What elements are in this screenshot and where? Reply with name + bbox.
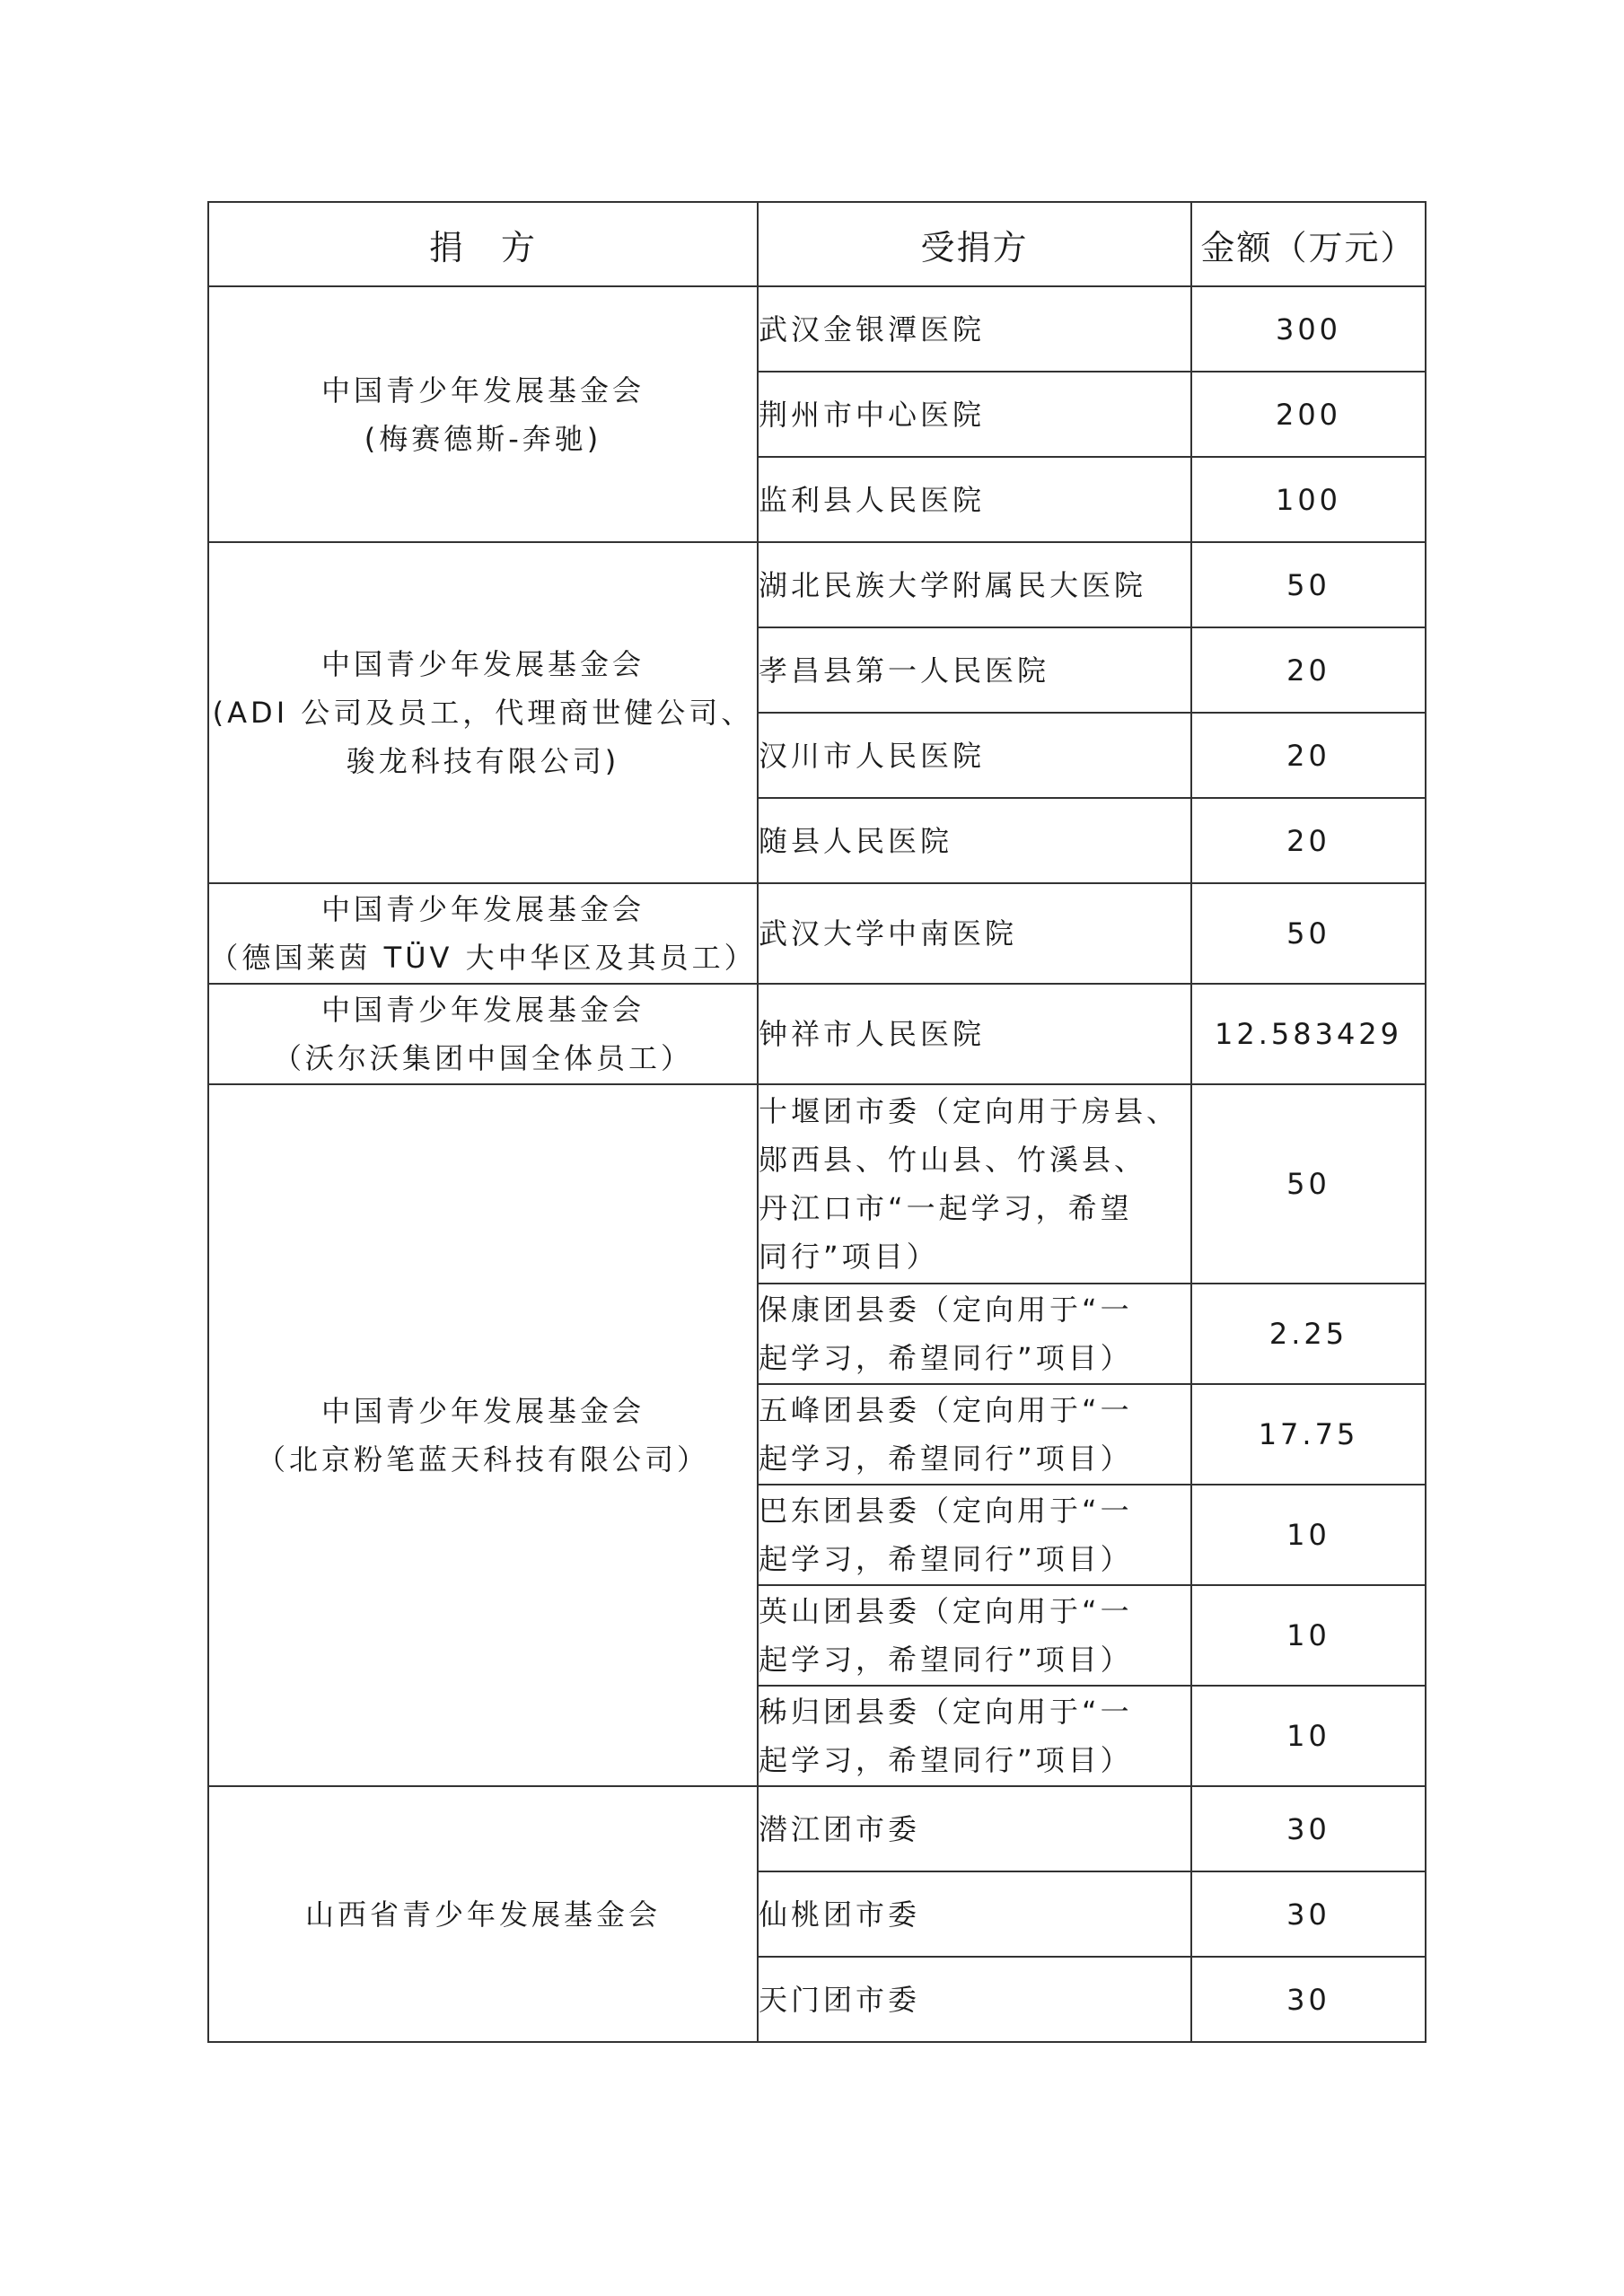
amount-cell: 10 <box>1191 1585 1426 1686</box>
recipient-line: 英山团县委（定向用于“一 <box>759 1594 1133 1628</box>
donor-line: 骏龙科技有限公司) <box>346 744 620 778</box>
recipient-cell <box>758 457 1191 542</box>
donor-line: （德国莱茵 TÜV 大中华区及其员工） <box>209 941 757 975</box>
recipient-line: 监利县人民医院 <box>759 482 986 517</box>
recipient-cell <box>758 286 1191 372</box>
table-header <box>208 202 1426 286</box>
recipient-cell <box>758 713 1191 798</box>
amount-cell: 50 <box>1191 542 1426 627</box>
recipient-cell <box>758 883 1191 984</box>
amount-cell: 30 <box>1191 1786 1426 1871</box>
donor-line: 中国青少年发展基金会 <box>320 993 645 1027</box>
recipient-cell <box>758 1786 1191 1871</box>
recipient-line: 武汉金银潭医院 <box>759 311 986 346</box>
amount-cell: 200 <box>1191 372 1426 457</box>
donor-line: 山西省青少年发展基金会 <box>304 1897 661 1932</box>
recipient-line: 起学习，希望同行”项目） <box>759 1542 1133 1576</box>
recipient-line: 仙桃团市委 <box>759 1897 921 1932</box>
donor-line: （北京粉笔蓝天科技有限公司） <box>256 1442 709 1477</box>
recipient-cell <box>758 372 1191 457</box>
donation-table <box>207 201 1426 2043</box>
recipient-line: 秭归团县委（定向用于“一 <box>759 1695 1133 1729</box>
table-row <box>208 286 1426 372</box>
recipient-cell <box>758 1871 1191 1957</box>
recipient-line: 钟祥市人民医院 <box>759 1017 986 1051</box>
recipient-line: 汉川市人民医院 <box>759 738 986 773</box>
recipient-line: 五峰团县委（定向用于“一 <box>759 1393 1133 1427</box>
amount-cell: 20 <box>1191 798 1426 883</box>
recipient-line: 十堰团市委（定向用于房县、 <box>759 1094 1180 1128</box>
recipient-line: 郧西县、竹山县、竹溪县、 <box>759 1143 1147 1177</box>
header-row <box>208 202 1426 286</box>
amount-cell: 10 <box>1191 1485 1426 1585</box>
amount-cell: 100 <box>1191 457 1426 542</box>
amount-cell: 300 <box>1191 286 1426 372</box>
header-amount: 金额（万元） <box>1191 202 1426 286</box>
header-donor: 捐 方 <box>208 202 758 286</box>
recipient-cell <box>758 1384 1191 1485</box>
table-row <box>208 1786 1426 1871</box>
donor-line: (ADI 公司及员工，代理商世健公司、 <box>212 696 754 730</box>
donor-line: （沃尔沃集团中国全体员工） <box>272 1041 693 1075</box>
recipient-line: 随县人民医院 <box>759 823 953 858</box>
recipient-line: 起学习，希望同行”项目） <box>759 1643 1133 1677</box>
donor-cell <box>208 1084 758 1786</box>
donor-line: (梅赛德斯-奔驰) <box>364 421 602 456</box>
amount-cell: 2.25 <box>1191 1284 1426 1384</box>
table-body <box>208 286 1426 2042</box>
amount-cell: 10 <box>1191 1686 1426 1786</box>
amount-cell: 20 <box>1191 713 1426 798</box>
amount-cell: 30 <box>1191 1871 1426 1957</box>
donor-cell <box>208 542 758 883</box>
donor-cell <box>208 984 758 1084</box>
amount-cell: 12.583429 <box>1191 984 1426 1084</box>
table-row <box>208 1084 1426 1284</box>
donor-cell <box>208 1786 758 2042</box>
recipient-cell <box>758 627 1191 713</box>
amount-cell: 50 <box>1191 1084 1426 1284</box>
donor-line: 中国青少年发展基金会 <box>320 647 645 681</box>
recipient-cell <box>758 984 1191 1084</box>
recipient-cell <box>758 798 1191 883</box>
recipient-line: 丹江口市“一起学习，希望 <box>759 1191 1133 1225</box>
recipient-line: 保康团县委（定向用于“一 <box>759 1293 1133 1327</box>
donor-cell <box>208 286 758 542</box>
recipient-line: 起学习，希望同行”项目） <box>759 1743 1133 1777</box>
recipient-cell <box>758 1084 1191 1284</box>
table-row <box>208 883 1426 984</box>
amount-cell: 20 <box>1191 627 1426 713</box>
donor-cell <box>208 883 758 984</box>
recipient-cell <box>758 1686 1191 1786</box>
recipient-line: 武汉大学中南医院 <box>759 916 1018 951</box>
recipient-line: 湖北民族大学附属民大医院 <box>759 567 1147 602</box>
recipient-cell <box>758 542 1191 627</box>
recipient-line: 荆州市中心医院 <box>759 397 986 432</box>
recipient-line: 起学习，希望同行”项目） <box>759 1442 1133 1476</box>
recipient-line: 潜江团市委 <box>759 1811 921 1846</box>
table-row <box>208 542 1426 627</box>
recipient-line: 孝昌县第一人民医院 <box>759 653 1050 688</box>
recipient-cell <box>758 1485 1191 1585</box>
amount-cell: 17.75 <box>1191 1384 1426 1485</box>
recipient-line: 同行”项目） <box>759 1240 939 1274</box>
recipient-line: 起学习，希望同行”项目） <box>759 1341 1133 1375</box>
recipient-line: 巴东团县委（定向用于“一 <box>759 1494 1133 1528</box>
donor-line: 中国青少年发展基金会 <box>320 372 645 407</box>
donor-line: 中国青少年发展基金会 <box>320 892 645 926</box>
recipient-cell <box>758 1957 1191 2042</box>
amount-cell: 30 <box>1191 1957 1426 2042</box>
donor-line: 中国青少年发展基金会 <box>320 1394 645 1428</box>
recipient-cell <box>758 1284 1191 1384</box>
header-recipient: 受捐方 <box>758 202 1191 286</box>
recipient-line: 天门团市委 <box>759 1982 921 2017</box>
recipient-cell <box>758 1585 1191 1686</box>
amount-cell: 50 <box>1191 883 1426 984</box>
table-row <box>208 984 1426 1084</box>
